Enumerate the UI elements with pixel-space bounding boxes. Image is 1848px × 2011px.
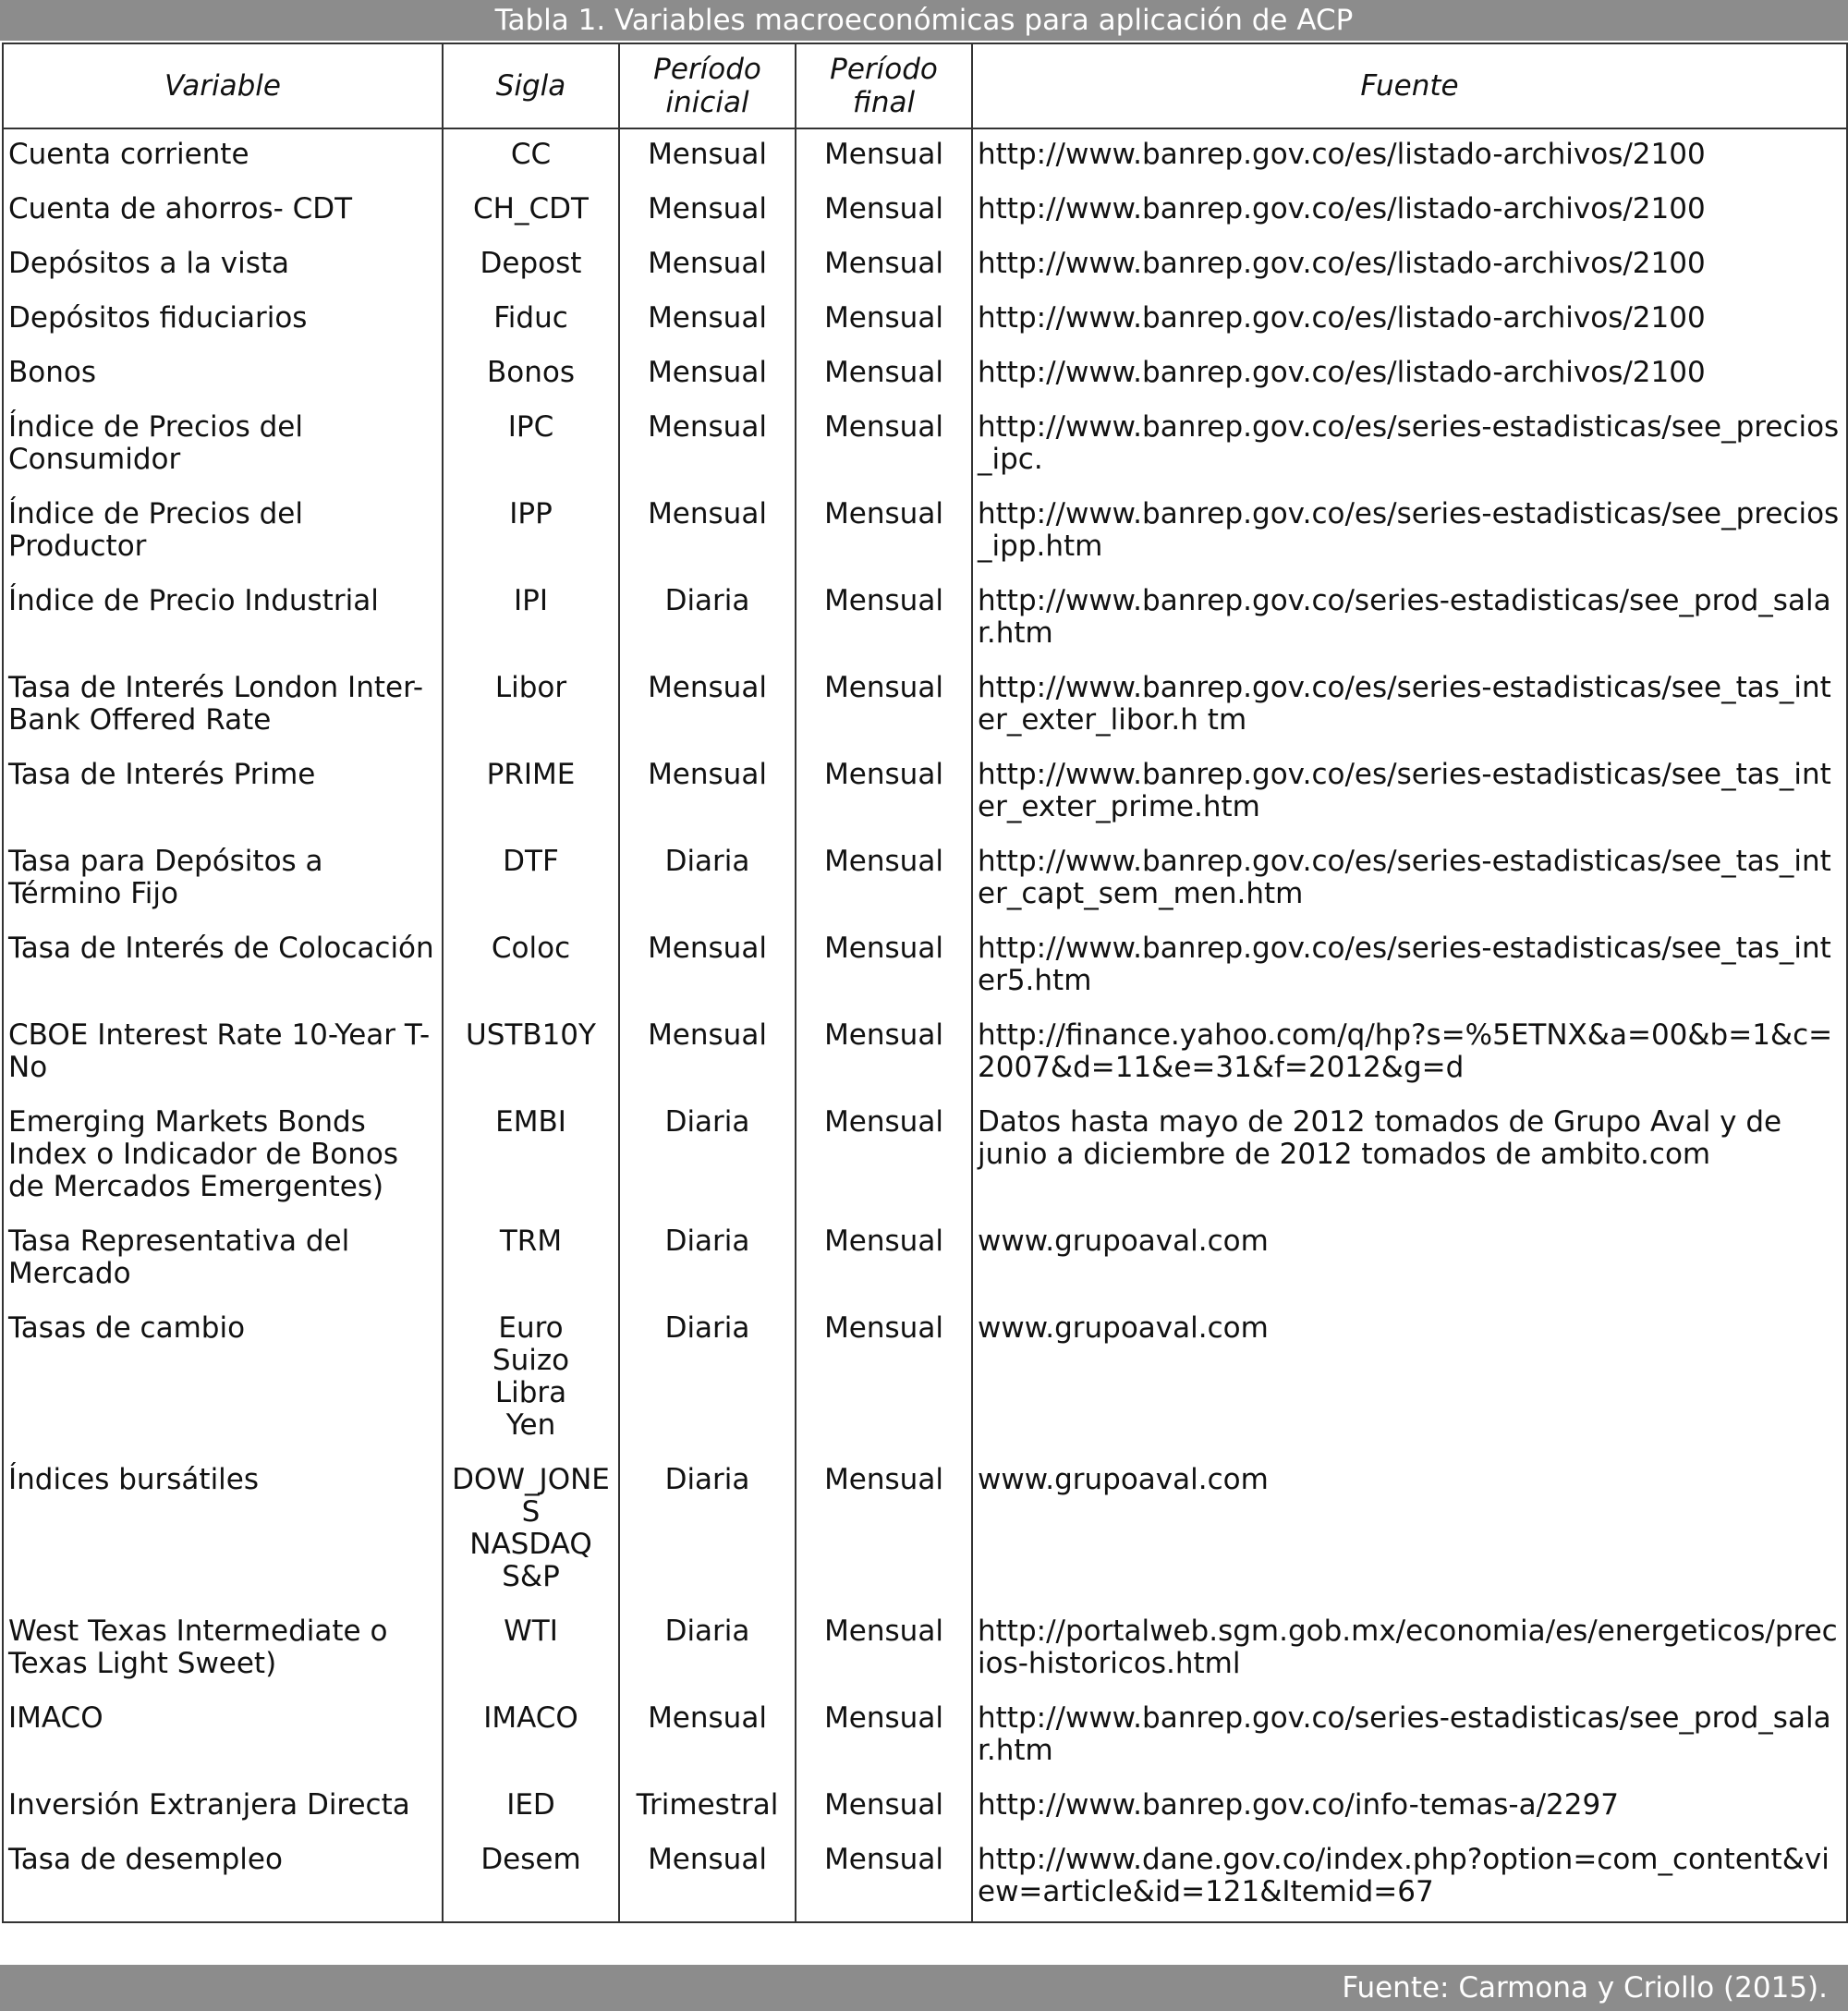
cell-sigla — [443, 576, 619, 663]
table-row — [3, 663, 1847, 750]
table-row — [3, 576, 1847, 663]
table-title: Tabla 1. Variables macroeconómicas para aplicación de ACP — [0, 0, 1848, 41]
cell-periodo-final: Mensual — [796, 347, 972, 402]
cell-periodo-inicial: Mensual — [619, 663, 796, 750]
cell-periodo-inicial: Diaria — [619, 1216, 796, 1303]
table-row — [3, 347, 1847, 402]
cell-sigla — [443, 1303, 619, 1455]
table-row — [3, 1303, 1847, 1455]
cell-periodo-inicial: Mensual — [619, 1834, 796, 1922]
cell-fuente: http://www.banrep.gov.co/es/series-estadisticas/see_precios_ipp.htm — [972, 489, 1847, 576]
sigla-line: IPI — [514, 584, 548, 617]
cell-fuente: http://www.banrep.gov.co/series-estadisticas/see_prod_salar.htm — [972, 1693, 1847, 1780]
table-row — [3, 184, 1847, 238]
cell-periodo-inicial: Mensual — [619, 128, 796, 184]
cell-periodo-final: Mensual — [796, 489, 972, 576]
cell-variable: Índices bursátiles — [3, 1455, 443, 1606]
header-variable: Variable — [3, 43, 443, 128]
cell-periodo-inicial: Diaria — [619, 576, 796, 663]
cell-periodo-inicial: Mensual — [619, 184, 796, 238]
cell-periodo-final: Mensual — [796, 663, 972, 750]
cell-sigla — [443, 1010, 619, 1097]
cell-sigla — [443, 1097, 619, 1216]
sigla-line: Libor — [494, 671, 567, 704]
cell-periodo-inicial: Trimestral — [619, 1780, 796, 1834]
cell-periodo-inicial: Mensual — [619, 293, 796, 347]
header-periodo-final — [796, 43, 972, 128]
sigla-line: S&P — [502, 1560, 560, 1593]
cell-periodo-inicial: Mensual — [619, 1010, 796, 1097]
cell-periodo-final: Mensual — [796, 238, 972, 293]
source-footer: Fuente: Carmona y Criollo (2015). — [0, 1965, 1848, 2011]
table-row — [3, 1455, 1847, 1606]
sigla-line: DOW_JONES — [452, 1463, 610, 1529]
cell-variable: Tasa para Depósitos a Término Fijo — [3, 836, 443, 923]
cell-fuente: http://www.banrep.gov.co/es/series-estadisticas/see_tas_inter5.htm — [972, 923, 1847, 1010]
header-sigla: Sigla — [443, 43, 619, 128]
cell-periodo-final: Mensual — [796, 1010, 972, 1097]
table-row — [3, 128, 1847, 184]
cell-variable: Cuenta corriente — [3, 128, 443, 184]
cell-periodo-inicial: Diaria — [619, 1097, 796, 1216]
cell-periodo-final: Mensual — [796, 293, 972, 347]
cell-variable: Tasa Representativa del Mercado — [3, 1216, 443, 1303]
sigla-line: Desem — [480, 1843, 581, 1876]
header-periodo-final-line: Período — [830, 53, 938, 86]
cell-periodo-final: Mensual — [796, 836, 972, 923]
table-row — [3, 293, 1847, 347]
cell-variable: Bonos — [3, 347, 443, 402]
cell-fuente: http://www.banrep.gov.co/es/listado-archivos/2100 — [972, 293, 1847, 347]
cell-periodo-final: Mensual — [796, 402, 972, 489]
cell-fuente: www.grupoaval.com — [972, 1303, 1847, 1455]
table-row — [3, 836, 1847, 923]
cell-variable: Depósitos fiduciarios — [3, 293, 443, 347]
sigla-line: Euro — [498, 1311, 564, 1345]
header-periodo-final-line: final — [852, 86, 916, 119]
table-row — [3, 1097, 1847, 1216]
cell-variable: Tasa de Interés Prime — [3, 750, 443, 836]
cell-periodo-inicial: Mensual — [619, 402, 796, 489]
cell-periodo-final: Mensual — [796, 923, 972, 1010]
header-periodo-inicial-line: inicial — [665, 86, 749, 119]
cell-fuente: http://www.banrep.gov.co/es/series-estadisticas/see_tas_inter_exter_prime.htm — [972, 750, 1847, 836]
cell-variable: IMACO — [3, 1693, 443, 1780]
cell-variable: Cuenta de ahorros- CDT — [3, 184, 443, 238]
cell-periodo-final: Mensual — [796, 1455, 972, 1606]
cell-sigla — [443, 402, 619, 489]
cell-sigla — [443, 347, 619, 402]
cell-periodo-final: Mensual — [796, 750, 972, 836]
cell-fuente: www.grupoaval.com — [972, 1455, 1847, 1606]
table-row — [3, 923, 1847, 1010]
cell-fuente: www.grupoaval.com — [972, 1216, 1847, 1303]
cell-sigla — [443, 1834, 619, 1922]
table-row — [3, 1606, 1847, 1693]
cell-sigla — [443, 489, 619, 576]
sigla-line: TRM — [499, 1225, 563, 1258]
cell-periodo-final: Mensual — [796, 576, 972, 663]
cell-periodo-final: Mensual — [796, 1303, 972, 1455]
cell-sigla — [443, 293, 619, 347]
cell-periodo-inicial: Diaria — [619, 1455, 796, 1606]
sigla-line: NASDAQ — [469, 1528, 592, 1561]
header-periodo-inicial-line: Período — [653, 53, 761, 86]
cell-periodo-inicial: Mensual — [619, 489, 796, 576]
table-row — [3, 1834, 1847, 1922]
cell-periodo-inicial: Mensual — [619, 923, 796, 1010]
cell-periodo-final: Mensual — [796, 1216, 972, 1303]
cell-periodo-final: Mensual — [796, 184, 972, 238]
header-periodo-inicial — [619, 43, 796, 128]
cell-sigla — [443, 184, 619, 238]
cell-periodo-inicial: Mensual — [619, 238, 796, 293]
cell-fuente: http://www.dane.gov.co/index.php?option=com_content&view=article&id=121&Itemid=67 — [972, 1834, 1847, 1922]
sigla-line: Libra — [494, 1376, 567, 1409]
cell-fuente: http://www.banrep.gov.co/es/listado-archivos/2100 — [972, 184, 1847, 238]
cell-variable: Índice de Precios del Consumidor — [3, 402, 443, 489]
table-row — [3, 1693, 1847, 1780]
variables-table — [2, 43, 1848, 1923]
cell-periodo-inicial: Diaria — [619, 1303, 796, 1455]
cell-sigla — [443, 1216, 619, 1303]
sigla-line: WTI — [504, 1615, 558, 1648]
table-header — [3, 43, 1847, 128]
cell-fuente: http://portalweb.sgm.gob.mx/economia/es/energeticos/precios-historicos.html — [972, 1606, 1847, 1693]
cell-sigla — [443, 836, 619, 923]
table-row — [3, 1216, 1847, 1303]
sigla-line: EMBI — [495, 1105, 566, 1139]
cell-variable: Tasa de Interés de Colocación — [3, 923, 443, 1010]
table-row — [3, 238, 1847, 293]
sigla-line: USTB10Y — [466, 1018, 596, 1052]
cell-periodo-final: Mensual — [796, 1834, 972, 1922]
sigla-line: IMACO — [483, 1701, 578, 1735]
cell-periodo-inicial: Mensual — [619, 1693, 796, 1780]
cell-sigla — [443, 1455, 619, 1606]
cell-periodo-inicial: Mensual — [619, 750, 796, 836]
table-row — [3, 489, 1847, 576]
cell-periodo-final: Mensual — [796, 1097, 972, 1216]
sigla-line: Bonos — [487, 356, 575, 389]
cell-fuente: http://www.banrep.gov.co/es/listado-archivos/2100 — [972, 238, 1847, 293]
sigla-line: Coloc — [491, 932, 571, 965]
sigla-line: IED — [506, 1788, 555, 1822]
cell-variable: Emerging Markets Bonds Index o Indicador de Bonos de Mercados Emergentes) — [3, 1097, 443, 1216]
sigla-line: Fiduc — [493, 301, 568, 335]
cell-variable: CBOE Interest Rate 10-Year T-No — [3, 1010, 443, 1097]
cell-variable: West Texas Intermediate o Texas Light Sweet) — [3, 1606, 443, 1693]
cell-periodo-final: Mensual — [796, 1606, 972, 1693]
cell-periodo-final: Mensual — [796, 1693, 972, 1780]
sigla-line: PRIME — [486, 758, 576, 791]
cell-fuente: http://www.banrep.gov.co/es/listado-archivos/2100 — [972, 347, 1847, 402]
table-row — [3, 750, 1847, 836]
table-body — [3, 128, 1847, 1922]
cell-variable: Tasa de Interés London Inter-Bank Offered Rate — [3, 663, 443, 750]
header-row — [3, 43, 1847, 128]
cell-fuente: http://www.banrep.gov.co/es/series-estadisticas/see_precios_ipc. — [972, 402, 1847, 489]
cell-fuente: http://www.banrep.gov.co/es/series-estadisticas/see_tas_inter_capt_sem_men.htm — [972, 836, 1847, 923]
cell-sigla — [443, 923, 619, 1010]
cell-variable: Índice de Precio Industrial — [3, 576, 443, 663]
cell-periodo-inicial: Diaria — [619, 836, 796, 923]
cell-fuente: http://www.banrep.gov.co/info-temas-a/2297 — [972, 1780, 1847, 1834]
cell-periodo-inicial: Diaria — [619, 1606, 796, 1693]
cell-variable: Tasas de cambio — [3, 1303, 443, 1455]
cell-fuente: http://finance.yahoo.com/q/hp?s=%5ETNX&a=00&b=1&c=2007&d=11&e=31&f=2012&g=d — [972, 1010, 1847, 1097]
cell-sigla — [443, 663, 619, 750]
sigla-line: Yen — [505, 1408, 556, 1442]
cell-fuente: http://www.banrep.gov.co/es/listado-archivos/2100 — [972, 128, 1847, 184]
cell-periodo-final: Mensual — [796, 128, 972, 184]
table-row — [3, 402, 1847, 489]
cell-variable: Inversión Extranjera Directa — [3, 1780, 443, 1834]
table-row — [3, 1780, 1847, 1834]
cell-fuente: http://www.banrep.gov.co/series-estadisticas/see_prod_salar.htm — [972, 576, 1847, 663]
cell-sigla — [443, 1693, 619, 1780]
cell-variable: Depósitos a la vista — [3, 238, 443, 293]
sigla-line: Depost — [480, 247, 582, 280]
table-row — [3, 1010, 1847, 1097]
sigla-line: CH_CDT — [473, 192, 589, 225]
header-fuente: Fuente — [972, 43, 1847, 128]
cell-sigla — [443, 1780, 619, 1834]
cell-periodo-inicial: Mensual — [619, 347, 796, 402]
sigla-line: IPC — [507, 410, 554, 444]
sigla-line: CC — [510, 138, 552, 171]
sigla-line: DTF — [503, 845, 559, 878]
cell-sigla — [443, 1606, 619, 1693]
cell-sigla — [443, 128, 619, 184]
cell-variable: Índice de Precios del Productor — [3, 489, 443, 576]
cell-sigla — [443, 238, 619, 293]
cell-fuente: http://www.banrep.gov.co/es/series-estadisticas/see_tas_inter_exter_libor.h tm — [972, 663, 1847, 750]
cell-sigla — [443, 750, 619, 836]
cell-periodo-final: Mensual — [796, 1780, 972, 1834]
cell-fuente: Datos hasta mayo de 2012 tomados de Grupo Aval y de junio a diciembre de 2012 tomados de ambito.com — [972, 1097, 1847, 1216]
sigla-line: Suizo — [492, 1344, 570, 1377]
cell-variable: Tasa de desempleo — [3, 1834, 443, 1922]
sigla-line: IPP — [509, 497, 553, 530]
